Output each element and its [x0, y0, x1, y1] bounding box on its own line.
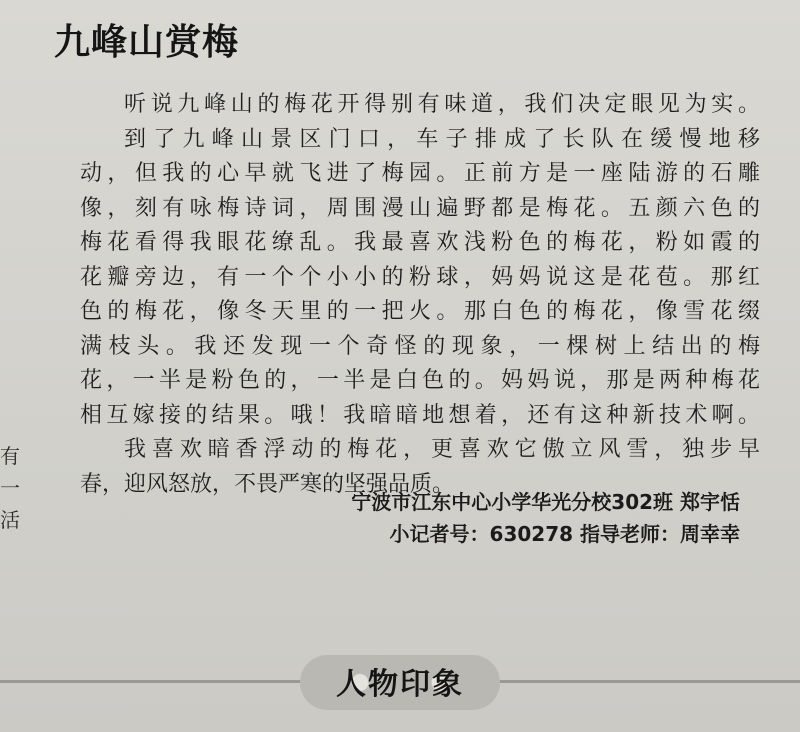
- article-byline: [351, 486, 740, 550]
- body-line: 像，刻有咏梅诗词，周围漫山遍野都是梅花。五颜六色的: [80, 195, 760, 221]
- article-title: 九峰山赏梅: [54, 22, 240, 63]
- body-line: 我喜欢暗香浮动的梅花，更喜欢它傲立风雪，独步早: [124, 437, 760, 462]
- body-line: 春，迎风怒放，不畏严寒的坚强品质。: [80, 471, 455, 497]
- body-line: 花，一半是粉色的，一半是白色的。妈妈说，那是两种梅花: [80, 368, 760, 393]
- article-body: [80, 88, 760, 502]
- body-line: 色的梅花，像冬天里的一把火。那白色的梅花，像雪花缀: [80, 299, 760, 324]
- body-line: 听说九峰山的梅花开得别有味道，我们决定眼见为实。: [124, 92, 760, 117]
- adjacent-column-fragment: [0, 440, 26, 536]
- byline-reporter: 小记者号：630278 指导老师：周幸幸: [389, 522, 740, 546]
- section-banner-title: 人物印象: [336, 667, 464, 702]
- body-line: 花瓣旁边，有一个个小小的粉球，妈妈说这是花苞。那红: [80, 264, 760, 290]
- edge-char: 有: [0, 444, 20, 468]
- section-banner: [0, 655, 800, 715]
- edge-char: 活: [0, 508, 20, 532]
- body-line: 相互嫁接的结果。哦！我暗暗地想着，还有这种新技术啊。: [80, 402, 760, 428]
- body-line: 满枝头。我还发现一个奇怪的现象，一棵树上结出的梅: [80, 333, 760, 359]
- byline-school: 宁波市江东中心小学华光分校302班 郑宇恬: [351, 490, 740, 514]
- body-line: 到了九峰山景区门口，车子排成了长队在缓慢地移: [124, 126, 760, 152]
- body-line: 梅花看得我眼花缭乱。我最喜欢浅粉色的梅花，粉如霞的: [80, 230, 760, 255]
- banner-rule-left: [0, 680, 300, 683]
- banner-rule-right: [500, 680, 800, 683]
- edge-char: 一: [0, 476, 20, 500]
- body-line: 动，但我的心早就飞进了梅园。正前方是一座陆游的石雕: [80, 161, 760, 186]
